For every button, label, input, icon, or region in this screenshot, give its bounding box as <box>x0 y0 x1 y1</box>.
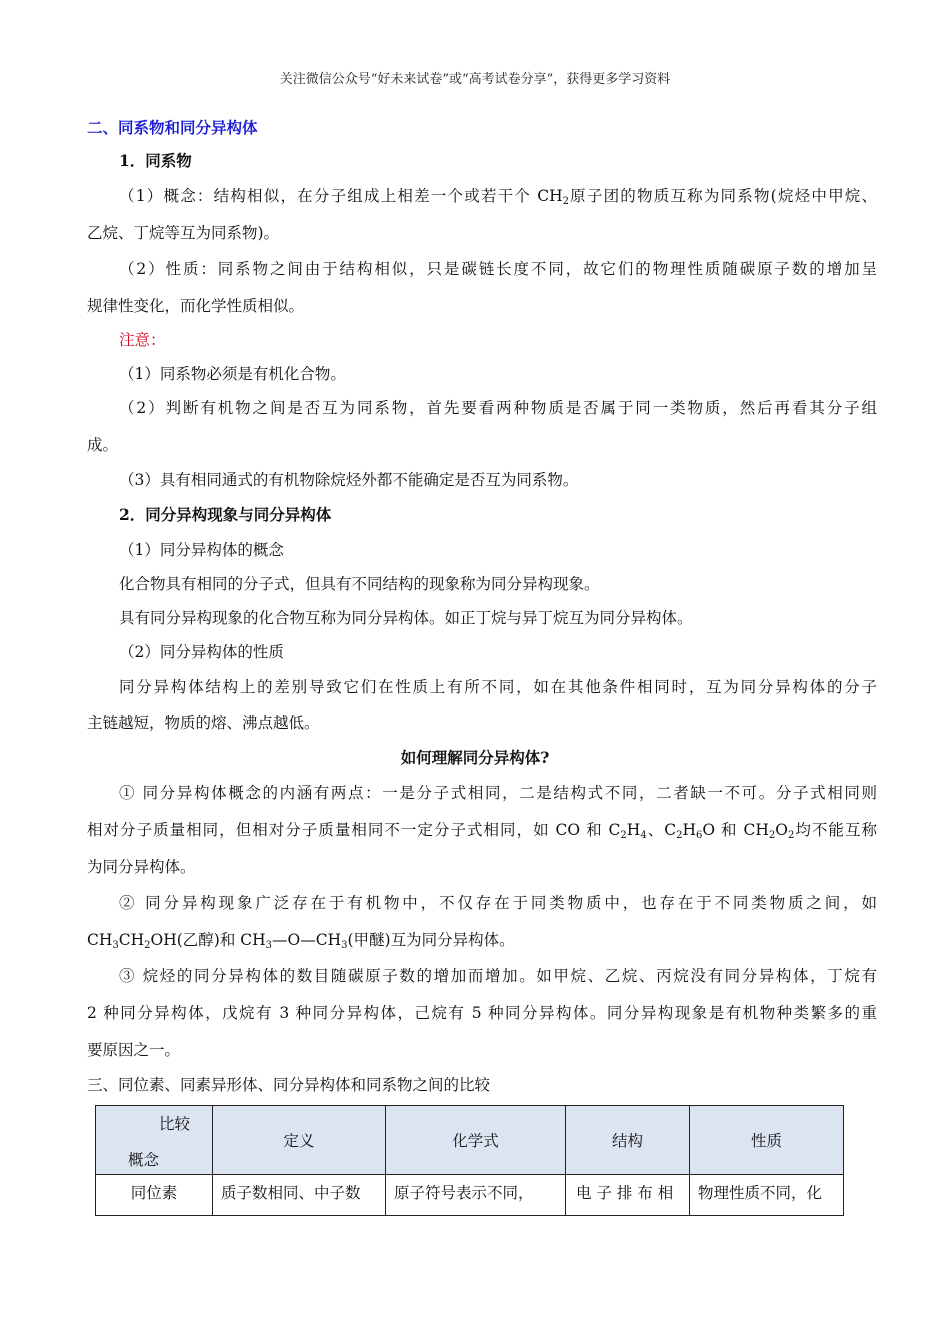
understand-point-1-line1: ① 同分异构体概念的内涵有两点：一是分子式相同，二是结构式不同，二者缺一不可。分子式相同则 <box>119 784 877 802</box>
table-cell-structure: 电 子 排 布 相 <box>566 1175 690 1216</box>
isomer-concept-line1: 化合物具有相同的分子式，但具有不同结构的现象称为同分异构现象。 <box>119 575 600 593</box>
table-cell-formula: 原子符号表示不同， <box>386 1175 566 1216</box>
note-item-2-line2: 成。 <box>87 436 119 454</box>
table-header-definition: 定义 <box>213 1106 386 1175</box>
table-header-structure: 结构 <box>566 1106 690 1175</box>
table-header-formula: 化学式 <box>386 1106 566 1175</box>
table-row <box>96 1175 844 1216</box>
section-2-title: 二、同系物和同分异构体 <box>87 118 258 137</box>
table-header-row <box>96 1106 844 1175</box>
homolog-property-line1: （2）性质：同系物之间由于结构相似，只是碳链长度不同，故它们的物理性质随碳原子数的增加呈 <box>119 260 877 278</box>
note-item-1: （1）同系物必须是有机化合物。 <box>119 365 346 383</box>
homolog-concept-line1: （1）概念：结构相似，在分子组成上相差一个或若干个 $CH_2$原子团的物质互称为同系物(烷烃中甲烷、 <box>119 187 877 207</box>
isomer-property-line1: 同分异构体结构上的差别导致它们在性质上有所不同，如在其他条件相同时，互为同分异构体的分子 <box>119 678 877 696</box>
homolog-property-line2: 规律性变化，而化学性质相似。 <box>87 297 305 315</box>
isomer-concept-line2: 具有同分异构现象的化合物互称为同分异构体。如正丁烷与异丁烷互为同分异构体。 <box>119 609 693 627</box>
comparison-table <box>95 1105 844 1216</box>
understand-point-3-line3: 要原因之一。 <box>87 1041 181 1059</box>
table-cell-concept: 同位素 <box>96 1175 213 1216</box>
isomer-property-title: （2）同分异构体的性质 <box>119 643 284 661</box>
table-cell-definition: 质子数相同、中子数 <box>213 1175 386 1216</box>
homolog-concept-line2: 乙烷、丁烷等互为同系物)。 <box>87 224 280 242</box>
understand-point-1-line2: 相对分子质量相同，但相对分子质量相同不一定分子式相同，如 CO 和 $C_2H_4$、$C_2H_6O$ 和 $CH_2O_2$均不能互称 <box>87 821 877 841</box>
isomer-concept-title: （1）同分异构体的概念 <box>119 541 284 559</box>
understand-point-2-line2: $CH_3CH_2OH$(乙醇)和 $CH_3—O—CH_3$(甲醚)互为同分异构体。 <box>87 931 515 951</box>
note-label: 注意： <box>119 331 166 349</box>
understand-point-1-line3: 为同分异构体。 <box>87 858 196 876</box>
page-header: 关注微信公众号“好未来试卷”或“高考试卷分享”，获得更多学习资料 <box>279 72 671 87</box>
center-heading: 如何理解同分异构体? <box>400 748 550 767</box>
section-3-title: 三、同位素、同素异形体、同分异构体和同系物之间的比较 <box>87 1076 491 1094</box>
table-corner-cell <box>96 1106 213 1175</box>
subsection-2-title: 2．同分异构现象与同分异构体 <box>119 505 332 524</box>
subsection-1-title: 1．同系物 <box>119 151 192 170</box>
note-item-3: （3）具有相同通式的有机物除烷烃外都不能确定是否互为同系物。 <box>119 471 579 489</box>
note-item-2-line1: （2）判断有机物之间是否互为同系物，首先要看两种物质是否属于同一类物质，然后再看其分子组 <box>119 399 877 417</box>
understand-point-2-line1: ② 同分异构现象广泛存在于有机物中，不仅存在于同类物质中，也存在于不同类物质之间，如 <box>119 894 877 912</box>
corner-label-compare: 比较 <box>158 1115 190 1133</box>
corner-label-concept: 概念 <box>128 1151 160 1169</box>
understand-point-3-line2: 2 种同分异构体，戊烷有 3 种同分异构体，己烷有 5 种同分异构体。同分异构现象是有机物种类繁多的重 <box>87 1004 877 1022</box>
understand-point-3-line1: ③ 烷烃的同分异构体的数目随碳原子数的增加而增加。如甲烷、乙烷、丙烷没有同分异构体，丁烷有 <box>119 967 877 985</box>
isomer-property-line2: 主链越短，物质的熔、沸点越低。 <box>87 714 320 732</box>
table-cell-properties: 物理性质不同，化 <box>690 1175 844 1216</box>
table-header-properties: 性质 <box>690 1106 844 1175</box>
